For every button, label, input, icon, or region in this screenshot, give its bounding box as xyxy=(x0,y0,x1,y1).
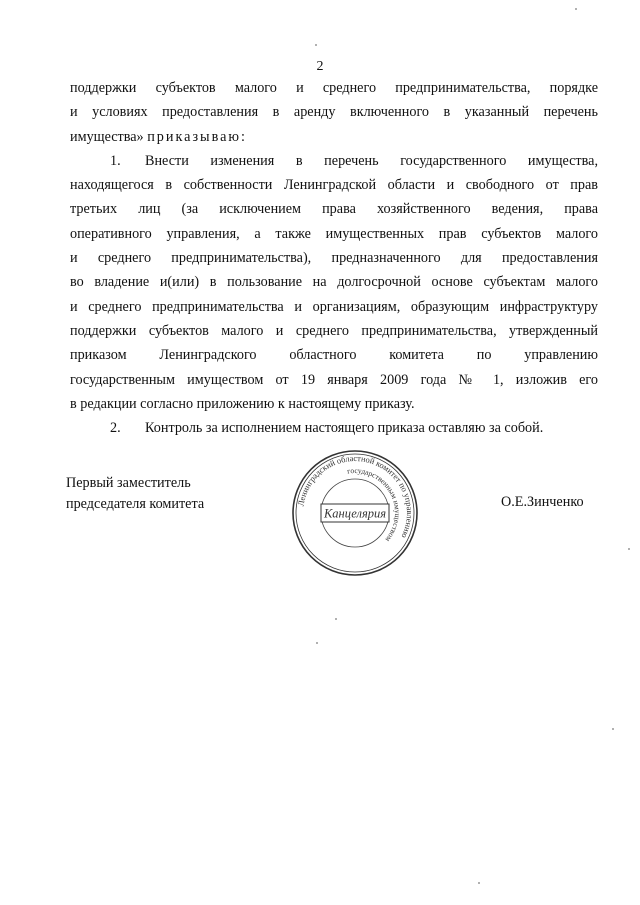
list-item-number: 1. xyxy=(110,152,121,169)
page-number: 2 xyxy=(316,59,324,74)
text-line: третьих лиц (за исключением права хозяйственного ведения, права xyxy=(70,201,598,218)
text-fragment: имущества» xyxy=(70,128,148,145)
position-line: председателя комитета xyxy=(66,496,205,512)
text-line: в редакции согласно приложению к настоящему приказу. xyxy=(70,395,415,412)
signatory-name: О.Е.Зинченко xyxy=(501,494,584,510)
text-line xyxy=(70,125,598,149)
text-fragment: Контроль за исполнением настоящего приказа оставляю за собой. xyxy=(145,420,544,437)
stamp-center-text: Канцелярия xyxy=(323,506,387,521)
stamp-outer-text: Ленинградский областной комитет по управлению xyxy=(296,453,415,540)
scan-speck xyxy=(628,548,630,550)
official-stamp xyxy=(288,446,422,580)
text-line: во владение и(или) в пользование на долгосрочной основе субъектам малого xyxy=(70,274,598,291)
scan-speck xyxy=(612,728,614,730)
scan-speck xyxy=(478,882,480,884)
scan-speck xyxy=(335,618,337,620)
list-item-2 xyxy=(70,416,598,440)
scan-speck xyxy=(316,642,318,644)
position-line: Первый заместитель xyxy=(66,475,191,491)
text-line: поддержки субъектов малого и среднего предпринимательства, порядке xyxy=(70,80,598,96)
order-keyword: приказываю: xyxy=(147,128,247,145)
signatory-position xyxy=(66,473,204,515)
text-fragment: Внести изменения в перечень государственного имущества, xyxy=(145,152,598,169)
text-line: оперативного управления, а также имущественных прав субъектов малого xyxy=(70,225,598,242)
text-line: находящегося в собственности Ленинградской области и свободного от прав xyxy=(70,177,598,194)
text-line: государственным имуществом от 19 января 2009 года № 1, изложив его xyxy=(70,371,598,388)
scan-speck xyxy=(315,44,317,46)
text-line: и условиях предоставления в аренду включенного в указанный перечень xyxy=(70,104,598,121)
text-line: и среднего предпринимательства и организациям, образующим инфраструктуру xyxy=(70,298,598,315)
list-item-number: 2. xyxy=(110,420,121,437)
document-body xyxy=(70,76,598,440)
text-line: поддержки субъектов малого и среднего предпринимательства, утвержденный xyxy=(70,322,598,339)
text-line: и среднего предпринимательства), предназначенного для предоставления xyxy=(70,250,598,267)
list-item-1-first-line xyxy=(70,149,598,173)
scan-speck xyxy=(575,8,577,10)
stamp-inner-text: государственным имуществом xyxy=(346,465,403,544)
text-line: приказом Ленинградского областного комитета по управлению xyxy=(70,347,598,364)
